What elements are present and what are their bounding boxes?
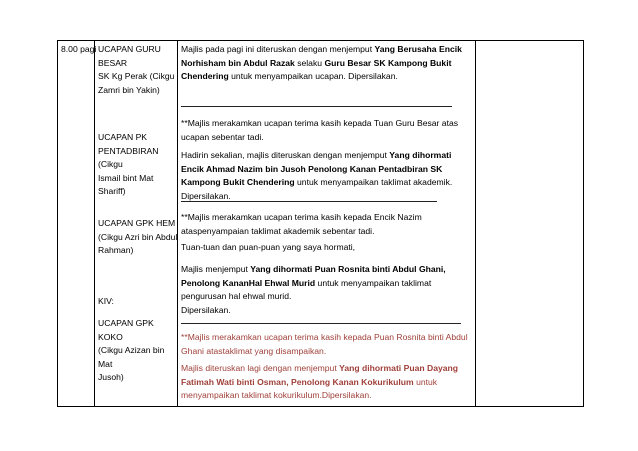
time-text: 8.00 pagi — [61, 44, 97, 54]
separator-line — [181, 201, 437, 202]
table-row — [58, 41, 584, 407]
program-table — [57, 40, 584, 407]
speaker-guru-besar: UCAPAN GURU BESAR SK Kg Perak (Cikgu Zamri bin Yakin) — [98, 44, 175, 95]
separator-line — [181, 106, 452, 107]
paragraph-thanks-guru-besar: **Majlis merakamkan ucapan terima kasih kepada Tuan Guru Besar atas ucapan sebentar tadi. — [181, 118, 459, 142]
speaker-pk-pentadbiran: UCAPAN PK PENTADBIRAN (Cikgu Ismail bint Mat Shariff) — [98, 132, 159, 196]
detail-cell — [178, 41, 476, 407]
separator-line — [181, 323, 461, 324]
paragraph-thanks-rosnita: **Majlis merakamkan ucapan terima kasih kepada Puan Rosnita binti Abdul Ghani atastaklimat yang disampaikan. — [181, 332, 468, 356]
speaker-cell — [95, 41, 178, 407]
paragraph-pk-pentadbiran: Hadirin sekalian, majlis diteruskan dengan menjemput Yang dihormati Encik Ahmad Nazim bin Jusoh Penolong Kanan Pentadbiran SK Kampong Bukit Chendering untuk menyampaikan taklimat akademik. Dipersilakan. — [181, 150, 453, 201]
paragraph-gpk-koko: Majlis diteruskan lagi dengan menjemput Yang dihormati Puan Dayang Fatimah Wati binti Osman, Penolong Kanan Kokurikulum untuk menyampaikan taklimat kokurikulum.Dipersilakan. — [181, 363, 459, 400]
notes-cell — [476, 41, 584, 407]
time-cell — [58, 41, 95, 407]
speaker-gpk-hem: UCAPAN GPK HEM (Cikgu Azri bin Abdul Rahman) — [98, 218, 178, 255]
paragraph-gpk-hem: Majlis menjemput Yang dihormati Puan Rosnita binti Abdul Ghani, Penolong KananHal Ehwal Murid untuk menyampaikan taklimat pengurusan hal ehwal murid. Dipersilakan. — [181, 264, 446, 315]
paragraph-greeting: Tuan-tuan dan puan-puan yang saya hormati, — [181, 242, 356, 252]
speaker-gpk-koko: UCAPAN GPK KOKO (Cikgu Azizan bin Mat Jusoh) — [98, 318, 165, 382]
paragraph-guru-besar: Majlis pada pagi ini diteruskan dengan menjemput Yang Berusaha Encik Norhisham bin Abdul Razak selaku Guru Besar SK Kampong Bukit Chendering untuk menyampaikan ucapan. Dipersilakan. — [181, 44, 462, 81]
paragraph-thanks-nazim: **Majlis merakamkan ucapan terima kasih kepada Encik Nazim ataspenyampaian taklimat akademik sebentar tadi. — [181, 212, 422, 236]
kiv-label: KIV: — [98, 296, 114, 306]
